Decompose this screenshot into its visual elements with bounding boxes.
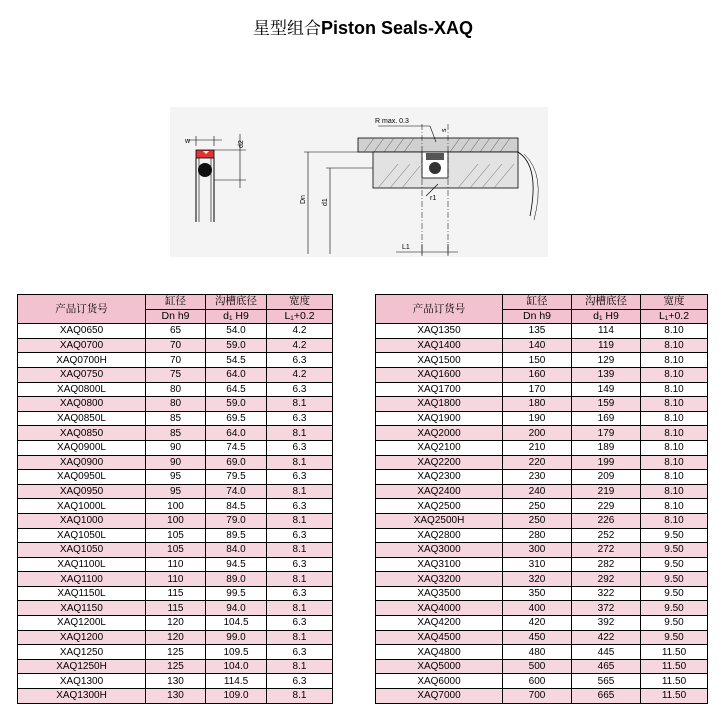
table-row xyxy=(18,324,333,339)
cell-product-code: XAQ0950 xyxy=(18,484,146,499)
seal-drawing xyxy=(168,104,552,260)
cell-groove-diameter: 109.5 xyxy=(206,645,267,660)
header-bore-sub: Dn h9 xyxy=(146,309,206,324)
table-row xyxy=(376,601,708,616)
cell-groove-diameter: 272 xyxy=(572,543,641,558)
cell-width: 6.3 xyxy=(267,528,333,543)
cell-width: 11.50 xyxy=(641,689,708,704)
cell-product-code: XAQ1150 xyxy=(18,601,146,616)
cell-product-code: XAQ1300H xyxy=(18,689,146,704)
cell-groove-diameter: 99.5 xyxy=(206,586,267,601)
header-width-sub: L₁+0.2 xyxy=(267,309,333,324)
cell-width: 9.50 xyxy=(641,616,708,631)
cell-product-code: XAQ6000 xyxy=(376,674,503,689)
cell-width: 6.3 xyxy=(267,353,333,368)
cell-width: 8.1 xyxy=(267,659,333,674)
cell-product-code: XAQ1350 xyxy=(376,324,503,339)
cell-width: 8.10 xyxy=(641,353,708,368)
cell-product-code: XAQ7000 xyxy=(376,689,503,704)
cell-bore: 85 xyxy=(146,426,206,441)
cell-product-code: XAQ0900L xyxy=(18,440,146,455)
table-row xyxy=(376,367,708,382)
cell-bore: 125 xyxy=(146,645,206,660)
cell-bore: 140 xyxy=(503,338,572,353)
table-row xyxy=(376,586,708,601)
cell-product-code: XAQ1050L xyxy=(18,528,146,543)
header-bore: 缸径 xyxy=(503,295,572,310)
cell-product-code: XAQ1200L xyxy=(18,616,146,631)
cell-product-code: XAQ4500 xyxy=(376,630,503,645)
cell-product-code: XAQ1150L xyxy=(18,586,146,601)
cell-product-code: XAQ1600 xyxy=(376,367,503,382)
cell-product-code: XAQ1400 xyxy=(376,338,503,353)
cell-product-code: XAQ3200 xyxy=(376,572,503,587)
table-row xyxy=(376,572,708,587)
cell-groove-diameter: 665 xyxy=(572,689,641,704)
cell-product-code: XAQ0800 xyxy=(18,397,146,412)
cell-bore: 105 xyxy=(146,528,206,543)
cell-groove-diameter: 445 xyxy=(572,645,641,660)
cell-groove-diameter: 209 xyxy=(572,470,641,485)
cell-groove-diameter: 392 xyxy=(572,616,641,631)
table-row xyxy=(376,557,708,572)
table-row xyxy=(18,689,333,704)
table-row xyxy=(18,426,333,441)
cell-product-code: XAQ4000 xyxy=(376,601,503,616)
cell-product-code: XAQ1100L xyxy=(18,557,146,572)
cell-bore: 100 xyxy=(146,513,206,528)
cell-groove-diameter: 252 xyxy=(572,528,641,543)
label-d2: d2 xyxy=(238,140,245,148)
cell-groove-diameter: 114.5 xyxy=(206,674,267,689)
cell-width: 9.50 xyxy=(641,543,708,558)
table-row xyxy=(18,470,333,485)
cell-product-code: XAQ2300 xyxy=(376,470,503,485)
table-row xyxy=(376,674,708,689)
cell-groove-diameter: 282 xyxy=(572,557,641,572)
page-title xyxy=(0,14,726,39)
table-row xyxy=(376,630,708,645)
title-en: Piston Seals-XAQ xyxy=(320,18,474,38)
cell-groove-diameter: 422 xyxy=(572,630,641,645)
cell-width: 8.10 xyxy=(641,338,708,353)
cell-groove-diameter: 54.5 xyxy=(206,353,267,368)
cell-product-code: XAQ2800 xyxy=(376,528,503,543)
cell-bore: 100 xyxy=(146,499,206,514)
cell-groove-diameter: 64.0 xyxy=(206,426,267,441)
table-row xyxy=(18,616,333,631)
cell-groove-diameter: 565 xyxy=(572,674,641,689)
cell-bore: 280 xyxy=(503,528,572,543)
cell-product-code: XAQ4200 xyxy=(376,616,503,631)
cell-groove-diameter: 94.0 xyxy=(206,601,267,616)
table-row xyxy=(18,455,333,470)
cell-width: 11.50 xyxy=(641,645,708,660)
cell-groove-diameter: 322 xyxy=(572,586,641,601)
cell-bore: 70 xyxy=(146,338,206,353)
table-row xyxy=(18,440,333,455)
cell-bore: 240 xyxy=(503,484,572,499)
cell-width: 6.3 xyxy=(267,470,333,485)
cell-groove-diameter: 94.5 xyxy=(206,557,267,572)
cell-bore: 450 xyxy=(503,630,572,645)
cell-product-code: XAQ1900 xyxy=(376,411,503,426)
cell-bore: 80 xyxy=(146,397,206,412)
cell-bore: 135 xyxy=(503,324,572,339)
cell-width: 8.1 xyxy=(267,484,333,499)
cell-groove-diameter: 372 xyxy=(572,601,641,616)
cell-product-code: XAQ3500 xyxy=(376,586,503,601)
table-row xyxy=(376,397,708,412)
cell-product-code: XAQ1000 xyxy=(18,513,146,528)
cell-bore: 400 xyxy=(503,601,572,616)
cell-width: 9.50 xyxy=(641,586,708,601)
cell-product-code: XAQ2400 xyxy=(376,484,503,499)
cell-groove-diameter: 129 xyxy=(572,353,641,368)
cell-width: 8.10 xyxy=(641,382,708,397)
cell-width: 8.10 xyxy=(641,513,708,528)
cell-bore: 180 xyxy=(503,397,572,412)
table-row xyxy=(18,601,333,616)
label-rmax: R max. 0.3 xyxy=(375,118,409,125)
cell-groove-diameter: 69.0 xyxy=(206,455,267,470)
cell-bore: 420 xyxy=(503,616,572,631)
table-row xyxy=(18,557,333,572)
table-row xyxy=(376,543,708,558)
cell-bore: 115 xyxy=(146,601,206,616)
cell-width: 8.1 xyxy=(267,397,333,412)
cell-bore: 120 xyxy=(146,616,206,631)
cell-product-code: XAQ3100 xyxy=(376,557,503,572)
cell-groove-diameter: 74.5 xyxy=(206,440,267,455)
table-row xyxy=(376,645,708,660)
cell-width: 11.50 xyxy=(641,674,708,689)
cell-width: 6.3 xyxy=(267,499,333,514)
header-groove: 沟槽底径 xyxy=(572,295,641,310)
cell-bore: 90 xyxy=(146,455,206,470)
cell-groove-diameter: 139 xyxy=(572,367,641,382)
cell-width: 4.2 xyxy=(267,367,333,382)
cell-product-code: XAQ3000 xyxy=(376,543,503,558)
header-product: 产品订货号 xyxy=(18,295,146,324)
cell-bore: 170 xyxy=(503,382,572,397)
cell-width: 6.3 xyxy=(267,411,333,426)
cell-width: 6.3 xyxy=(267,586,333,601)
table-row xyxy=(376,426,708,441)
cell-bore: 80 xyxy=(146,382,206,397)
table-row xyxy=(18,645,333,660)
cell-product-code: XAQ0700H xyxy=(18,353,146,368)
cell-groove-diameter: 226 xyxy=(572,513,641,528)
cell-groove-diameter: 79.0 xyxy=(206,513,267,528)
cell-width: 9.50 xyxy=(641,528,708,543)
cell-groove-diameter: 64.5 xyxy=(206,382,267,397)
label-d1: d1 xyxy=(322,198,329,206)
cell-width: 6.3 xyxy=(267,645,333,660)
table-row xyxy=(18,397,333,412)
table-row xyxy=(18,674,333,689)
cell-width: 8.1 xyxy=(267,630,333,645)
cell-groove-diameter: 109.0 xyxy=(206,689,267,704)
cell-bore: 130 xyxy=(146,689,206,704)
cell-groove-diameter: 99.0 xyxy=(206,630,267,645)
cell-width: 8.1 xyxy=(267,601,333,616)
table-row xyxy=(376,659,708,674)
cell-groove-diameter: 59.0 xyxy=(206,338,267,353)
cell-bore: 90 xyxy=(146,440,206,455)
cell-groove-diameter: 84.5 xyxy=(206,499,267,514)
cell-width: 11.50 xyxy=(641,659,708,674)
cell-product-code: XAQ2100 xyxy=(376,440,503,455)
cell-product-code: XAQ1100 xyxy=(18,572,146,587)
cell-width: 8.10 xyxy=(641,455,708,470)
header-groove-sub: d₁ H9 xyxy=(206,309,267,324)
cell-bore: 480 xyxy=(503,645,572,660)
header-groove: 沟槽底径 xyxy=(206,295,267,310)
cell-bore: 250 xyxy=(503,513,572,528)
header-product: 产品订货号 xyxy=(376,295,503,324)
cell-bore: 95 xyxy=(146,484,206,499)
title-cn: 星型组合 xyxy=(252,19,321,39)
label-s: s xyxy=(441,128,448,132)
cell-width: 4.2 xyxy=(267,338,333,353)
cell-bore: 125 xyxy=(146,659,206,674)
table-row xyxy=(376,616,708,631)
cell-width: 8.1 xyxy=(267,455,333,470)
cell-groove-diameter: 149 xyxy=(572,382,641,397)
cell-bore: 95 xyxy=(146,470,206,485)
cell-groove-diameter: 89.0 xyxy=(206,572,267,587)
cell-product-code: XAQ1250H xyxy=(18,659,146,674)
cell-product-code: XAQ0850L xyxy=(18,411,146,426)
header-width-sub: L₁+0.2 xyxy=(641,309,708,324)
cell-groove-diameter: 465 xyxy=(572,659,641,674)
cell-bore: 190 xyxy=(503,411,572,426)
table-row xyxy=(18,513,333,528)
cell-bore: 310 xyxy=(503,557,572,572)
table-row xyxy=(376,382,708,397)
cell-width: 6.3 xyxy=(267,557,333,572)
cell-product-code: XAQ1300 xyxy=(18,674,146,689)
cell-width: 8.10 xyxy=(641,367,708,382)
cell-groove-diameter: 189 xyxy=(572,440,641,455)
size-table-left xyxy=(17,294,333,704)
cell-width: 8.10 xyxy=(641,470,708,485)
cell-width: 9.50 xyxy=(641,630,708,645)
table-row xyxy=(18,630,333,645)
cell-product-code: XAQ2500 xyxy=(376,499,503,514)
cell-bore: 75 xyxy=(146,367,206,382)
cell-width: 8.1 xyxy=(267,513,333,528)
cell-product-code: XAQ1500 xyxy=(376,353,503,368)
cell-bore: 350 xyxy=(503,586,572,601)
cell-groove-diameter: 59.0 xyxy=(206,397,267,412)
table-row xyxy=(376,484,708,499)
table-row xyxy=(18,382,333,397)
cell-product-code: XAQ1050 xyxy=(18,543,146,558)
table-row xyxy=(18,338,333,353)
cell-bore: 700 xyxy=(503,689,572,704)
cell-bore: 65 xyxy=(146,324,206,339)
table-row xyxy=(376,440,708,455)
cell-bore: 210 xyxy=(503,440,572,455)
cell-bore: 150 xyxy=(503,353,572,368)
cell-bore: 120 xyxy=(146,630,206,645)
label-dn: Dn xyxy=(300,195,307,204)
cell-groove-diameter: 229 xyxy=(572,499,641,514)
cell-groove-diameter: 159 xyxy=(572,397,641,412)
label-r1: r1 xyxy=(430,195,437,202)
size-table-right xyxy=(375,294,708,704)
cell-bore: 105 xyxy=(146,543,206,558)
cell-width: 8.10 xyxy=(641,324,708,339)
cell-groove-diameter: 79.5 xyxy=(206,470,267,485)
cell-width: 8.10 xyxy=(641,484,708,499)
cell-groove-diameter: 74.0 xyxy=(206,484,267,499)
cell-width: 9.50 xyxy=(641,572,708,587)
cell-groove-diameter: 114 xyxy=(572,324,641,339)
cell-width: 8.1 xyxy=(267,689,333,704)
cell-product-code: XAQ2200 xyxy=(376,455,503,470)
cell-width: 6.3 xyxy=(267,440,333,455)
table-row xyxy=(18,572,333,587)
table-row xyxy=(376,338,708,353)
cell-product-code: XAQ5000 xyxy=(376,659,503,674)
table-row xyxy=(18,484,333,499)
cell-product-code: XAQ0950L xyxy=(18,470,146,485)
cell-width: 8.10 xyxy=(641,440,708,455)
cell-bore: 600 xyxy=(503,674,572,689)
cell-width: 8.10 xyxy=(641,411,708,426)
cell-product-code: XAQ1800 xyxy=(376,397,503,412)
table-row xyxy=(18,411,333,426)
cell-width: 4.2 xyxy=(267,324,333,339)
cell-product-code: XAQ0900 xyxy=(18,455,146,470)
cell-product-code: XAQ0700 xyxy=(18,338,146,353)
cell-bore: 130 xyxy=(146,674,206,689)
table-row xyxy=(376,324,708,339)
cell-bore: 300 xyxy=(503,543,572,558)
cell-product-code: XAQ2500H xyxy=(376,513,503,528)
cell-bore: 85 xyxy=(146,411,206,426)
cell-bore: 160 xyxy=(503,367,572,382)
header-width: 宽度 xyxy=(267,295,333,310)
label-w: w xyxy=(185,138,191,145)
cell-width: 8.1 xyxy=(267,543,333,558)
cell-groove-diameter: 84.0 xyxy=(206,543,267,558)
cell-product-code: XAQ4800 xyxy=(376,645,503,660)
table-row xyxy=(376,470,708,485)
cell-groove-diameter: 169 xyxy=(572,411,641,426)
label-l1: L1 xyxy=(402,244,410,251)
table-row xyxy=(376,499,708,514)
cell-product-code: XAQ0800L xyxy=(18,382,146,397)
table-row xyxy=(18,499,333,514)
cell-width: 6.3 xyxy=(267,616,333,631)
cell-groove-diameter: 219 xyxy=(572,484,641,499)
table-row xyxy=(18,353,333,368)
cell-bore: 220 xyxy=(503,455,572,470)
cell-bore: 110 xyxy=(146,557,206,572)
cell-bore: 200 xyxy=(503,426,572,441)
cell-groove-diameter: 104.5 xyxy=(206,616,267,631)
table-row xyxy=(376,411,708,426)
cell-bore: 500 xyxy=(503,659,572,674)
cell-groove-diameter: 64.0 xyxy=(206,367,267,382)
cell-width: 9.50 xyxy=(641,557,708,572)
table-row xyxy=(18,528,333,543)
cell-bore: 115 xyxy=(146,586,206,601)
table-row xyxy=(376,353,708,368)
header-bore-sub: Dn h9 xyxy=(503,309,572,324)
table-row xyxy=(376,689,708,704)
cell-groove-diameter: 89.5 xyxy=(206,528,267,543)
header-groove-sub: d₁ H9 xyxy=(572,309,641,324)
table-row xyxy=(18,367,333,382)
header-bore: 缸径 xyxy=(146,295,206,310)
cell-bore: 70 xyxy=(146,353,206,368)
cell-bore: 250 xyxy=(503,499,572,514)
cell-product-code: XAQ0650 xyxy=(18,324,146,339)
cell-width: 8.1 xyxy=(267,572,333,587)
table-row xyxy=(376,455,708,470)
cell-groove-diameter: 104.0 xyxy=(206,659,267,674)
cell-width: 8.10 xyxy=(641,426,708,441)
cell-bore: 110 xyxy=(146,572,206,587)
cell-width: 9.50 xyxy=(641,601,708,616)
cell-groove-diameter: 199 xyxy=(572,455,641,470)
cell-groove-diameter: 54.0 xyxy=(206,324,267,339)
cell-product-code: XAQ1250 xyxy=(18,645,146,660)
cell-product-code: XAQ1000L xyxy=(18,499,146,514)
cell-groove-diameter: 119 xyxy=(572,338,641,353)
cell-groove-diameter: 69.5 xyxy=(206,411,267,426)
cell-product-code: XAQ0850 xyxy=(18,426,146,441)
cell-bore: 230 xyxy=(503,470,572,485)
cell-width: 6.3 xyxy=(267,382,333,397)
cell-product-code: XAQ1700 xyxy=(376,382,503,397)
cell-groove-diameter: 179 xyxy=(572,426,641,441)
table-row xyxy=(376,528,708,543)
table-row xyxy=(18,659,333,674)
cell-width: 6.3 xyxy=(267,674,333,689)
cell-bore: 320 xyxy=(503,572,572,587)
table-row xyxy=(18,543,333,558)
cell-width: 8.10 xyxy=(641,499,708,514)
cell-product-code: XAQ0750 xyxy=(18,367,146,382)
table-row xyxy=(18,586,333,601)
cell-product-code: XAQ2000 xyxy=(376,426,503,441)
cell-product-code: XAQ1200 xyxy=(18,630,146,645)
cell-groove-diameter: 292 xyxy=(572,572,641,587)
cell-width: 8.10 xyxy=(641,397,708,412)
header-width: 宽度 xyxy=(641,295,708,310)
cell-width: 8.1 xyxy=(267,426,333,441)
table-row xyxy=(376,513,708,528)
